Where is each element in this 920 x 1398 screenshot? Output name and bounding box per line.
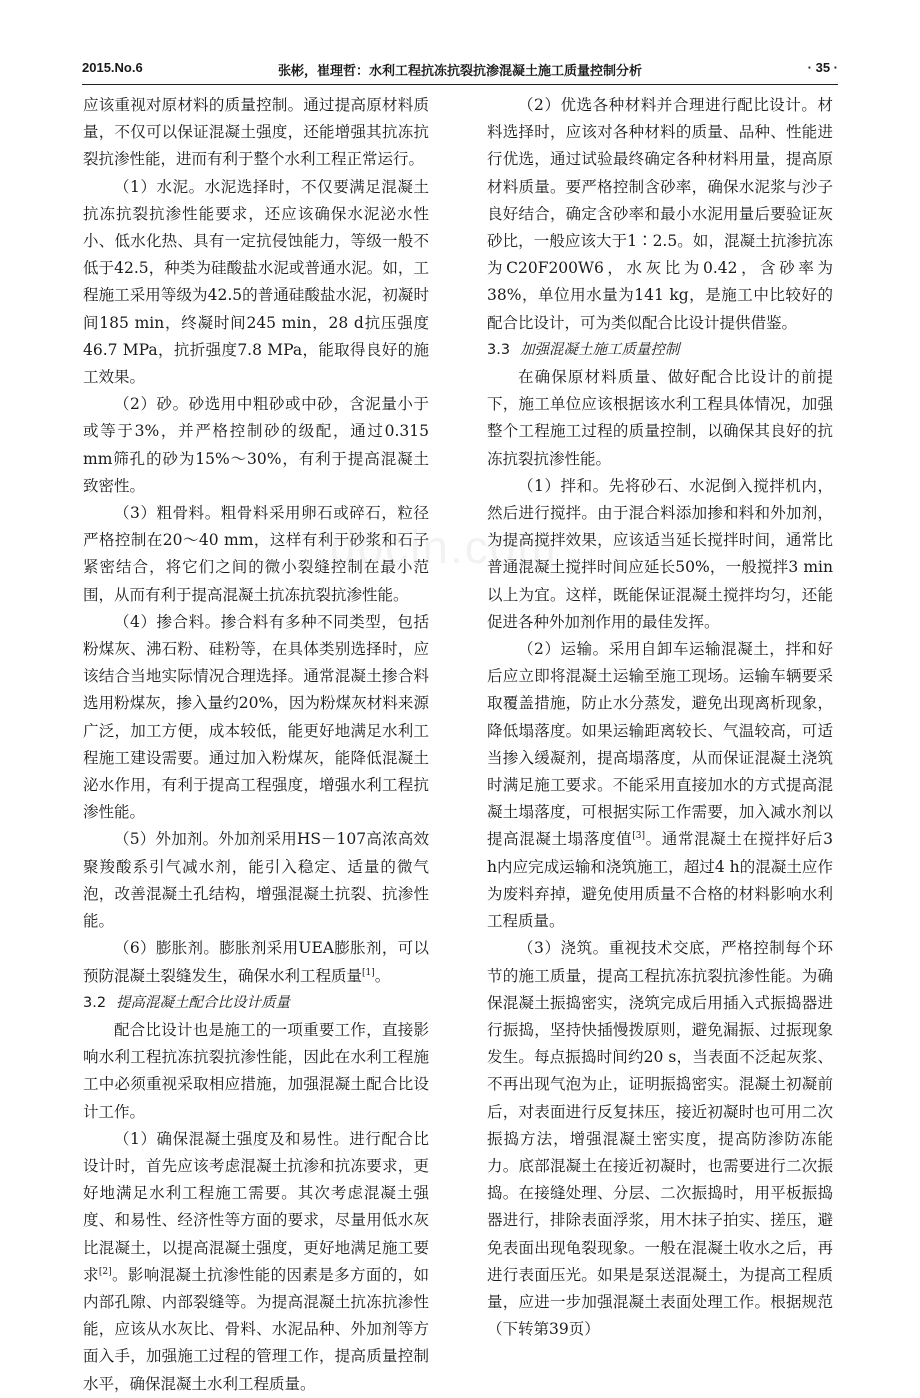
paragraph	[83, 1017, 429, 1126]
citation-ref: [3]	[632, 831, 645, 842]
paragraph	[487, 92, 833, 337]
paragraph	[83, 826, 429, 935]
paragraph	[83, 935, 429, 989]
paragraph-text: （2）运输。采用自卸车运输混凝土，拌和好后应立即将混凝土运输至施工现场。运输车辆要采取覆盖措施，防止水分蒸发，避免出现离析现象，降低塌落度。如果运输距离较长、气温较高，可适当掺入缓凝剂，提高塌落度，从而保证混凝土浇筑时满足施工要求。不能采用直接加水的方式提高混凝土塌落度，可根据实际工作需要，加入减水剂以提高混凝土塌落度值	[487, 640, 833, 849]
section-title: 加强混凝土施工质量控制	[520, 341, 680, 358]
paragraph-text-tail: 。影响混凝土抗渗性能的因素是多方面的，如内部孔隙、内部裂缝等。为提高混凝土抗冻抗渗性能，应该从水灰比、骨料、水泥品种、外加剂等方面入手，加强施工过程的管理工作，提高质量控制水平，确保混凝土水利工程质量。	[83, 1265, 429, 1393]
left-column	[83, 92, 429, 1398]
paragraph-text: （2）优选各种材料并合理进行配比设计。材料选择时，应该对各种材料的质量、品种、性能进行优选，通过试验最终确定各种材料用量，提高原材料质量。要严格控制含砂率，确保水泥浆与沙子良好结合，确定含砂率和最小水泥用量后要验证灰砂比，一般应该大于1∶2.5。如，混凝土抗渗抗冻为C20F200W6，水灰比为0.42，含砂率为38%，单位用水量为141 kg，是施工中比较好的配合比设计，可为类似配合比设计提供借鉴。	[487, 96, 833, 332]
section-number: 3.2	[83, 994, 107, 1011]
paragraph-text: （1）确保混凝土强度及和易性。进行配合比设计时，首先应该考虑混凝土抗渗和抗冻要求，更好地满足水利工程施工需要。其次考虑混凝土强度、和易性、经济性等方面的要求，尽量用低水灰比混凝土，以提高混凝土强度，更好地满足施工要求	[83, 1129, 429, 1284]
paragraph-text: （5）外加剂。外加剂采用HS－107高浓高效聚羧酸系引气减水剂，能引入稳定、适量的微气泡，改善混凝土孔结构，增强混凝土抗裂、抗渗性能。	[83, 830, 429, 931]
section-number: 3.3	[487, 341, 511, 358]
paragraph-text: （6）膨胀剂。膨胀剂采用UEA膨胀剂，可以预防混凝土裂缝发生，确保水利工程质量	[83, 939, 429, 985]
citation-ref: [2]	[98, 1266, 112, 1277]
paragraph-text: （2）砂。砂选用中粗砂或中砂，含泥量小于或等于3%，并严格控制砂的级配，通过0.315 mm筛孔的砂为15%～30%，有利于提高混凝土致密性。	[83, 395, 429, 495]
paragraph-text: 配合比设计也是施工的一项重要工作，直接影响水利工程抗冻抗裂抗渗性能，因此在水利工程施工中必须重视采取相应措施，加强混凝土配合比设计工作。	[83, 1020, 429, 1121]
paragraph	[487, 473, 833, 636]
paragraph	[487, 935, 833, 1343]
paragraph	[83, 1126, 429, 1398]
paragraph-text: （1）水泥。水泥选择时，不仅要满足混凝土抗冻抗裂抗渗性能要求，还应该确保水泥泌水性小、低水化热、具有一定抗侵蚀能力，等级一般不低于42.5，种类为硅酸盐水泥或普通水泥。如，工程施工采用等级为42.5的普通硅酸盐水泥，初凝时间185 min，终凝时间245 min，28 d抗压强度46.7 MPa，抗折强度7.8 MPa，能取得良好的施工效果。	[83, 177, 429, 387]
paragraph-text: （3）浇筑。重视技术交底，严格控制每个环节的施工质量，提高工程抗冻抗裂抗渗性能。为确保混凝土振捣密实，浇筑完成后用插入式振捣器进行振捣，坚持快插慢拨原则，避免漏振、过振现象发生。每点振捣时间约20 s，当表面不泛起灰浆、不再出现气泡为止，证明振捣密实。混凝土初凝前后，对表面进行反复抹压，接近初凝时也可用二次振捣方法，增强混凝土密实度，提高防渗防冻能力。底部混凝土在接近初凝时，也需要进行二次振捣。在接缝处理、分层、二次振捣时，用平板振捣器进行，排除表面浮浆，用木抹子拍实、搓压，避免表面出现龟裂现象。一般在混凝土收水之后，再进行表面压光。如果是泵送混凝土，为提高工程质量，应进一步加强混凝土表面处理工作。根据规范（下转第39页）	[487, 939, 833, 1339]
paragraph-text-tail: 。	[374, 966, 391, 985]
paragraph	[83, 391, 429, 500]
running-header	[82, 56, 838, 85]
right-column	[487, 92, 833, 1343]
section-heading	[83, 990, 429, 1017]
watermark: docin.com	[330, 521, 558, 573]
paragraph	[83, 609, 429, 827]
paragraph-text: （1）拌和。先将砂石、水泥倒入搅拌机内，然后进行搅拌。由于混合料添加掺和料和外加剂，为提高搅拌效果，应该适当延长搅拌时间，通常比普通混凝土搅拌时间应延长50%，一般搅拌3 min以上为宜。这样，既能保证混凝土搅拌均匀，还能促进各种外加剂作用的最佳发挥。	[487, 476, 833, 631]
paragraph	[83, 92, 429, 174]
issue-number: 2015.No.6	[82, 60, 143, 75]
paragraph-text: （4）掺合料。掺合料有多种不同类型，包括粉煤灰、沸石粉、硅粉等，在具体类别选择时，应该结合当地实际情况合理选择。通常混凝土掺合料选用粉煤灰，掺入量约20%，因为粉煤灰材料来源广泛，加工方便，成本较低，能更好地满足水利工程施工建设需要。通过加入粉煤灰，能降低混凝土泌水作用，有利于提高工程强度，增强水利工程抗渗性能。	[83, 612, 429, 822]
section-title: 提高混凝土配合比设计质量	[116, 994, 291, 1011]
citation-ref: [1]	[362, 967, 375, 978]
paragraph	[487, 364, 833, 473]
paragraph	[83, 500, 429, 609]
page-number: · 35 ·	[807, 60, 838, 75]
paragraph-text: （3）粗骨料。粗骨料采用卵石或碎石，粒径严格控制在20～40 mm，这样有利于砂浆和石子紧密结合，将它们之间的微小裂缝控制在最小范围，从而有利于提高混凝土抗冻抗裂抗渗性能。	[83, 504, 429, 604]
paragraph-text: 应该重视对原材料的质量控制。通过提高原材料质量，不仅可以保证混凝土强度，还能增强其抗冻抗裂抗渗性能，进而有利于整个水利工程正常运行。	[83, 96, 429, 169]
paragraph-text-tail: 。通常混凝土在搅拌好后3 h内应完成运输和浇筑施工，超过4 h的混凝土应作为废料弃掉，避免使用质量不合格的材料影响水利工程质量。	[487, 830, 833, 931]
paragraph	[83, 174, 429, 392]
paragraph-text: 在确保原材料质量、做好配合比设计的前提下，施工单位应该根据该水利工程具体情况，加强整个工程施工过程的质量控制，以确保其良好的抗冻抗裂抗渗性能。	[487, 368, 833, 468]
paragraph	[487, 636, 833, 935]
section-heading	[487, 337, 833, 364]
running-title: 张彬，崔理哲：水利工程抗冻抗裂抗渗混凝土施工质量控制分析	[277, 64, 642, 79]
